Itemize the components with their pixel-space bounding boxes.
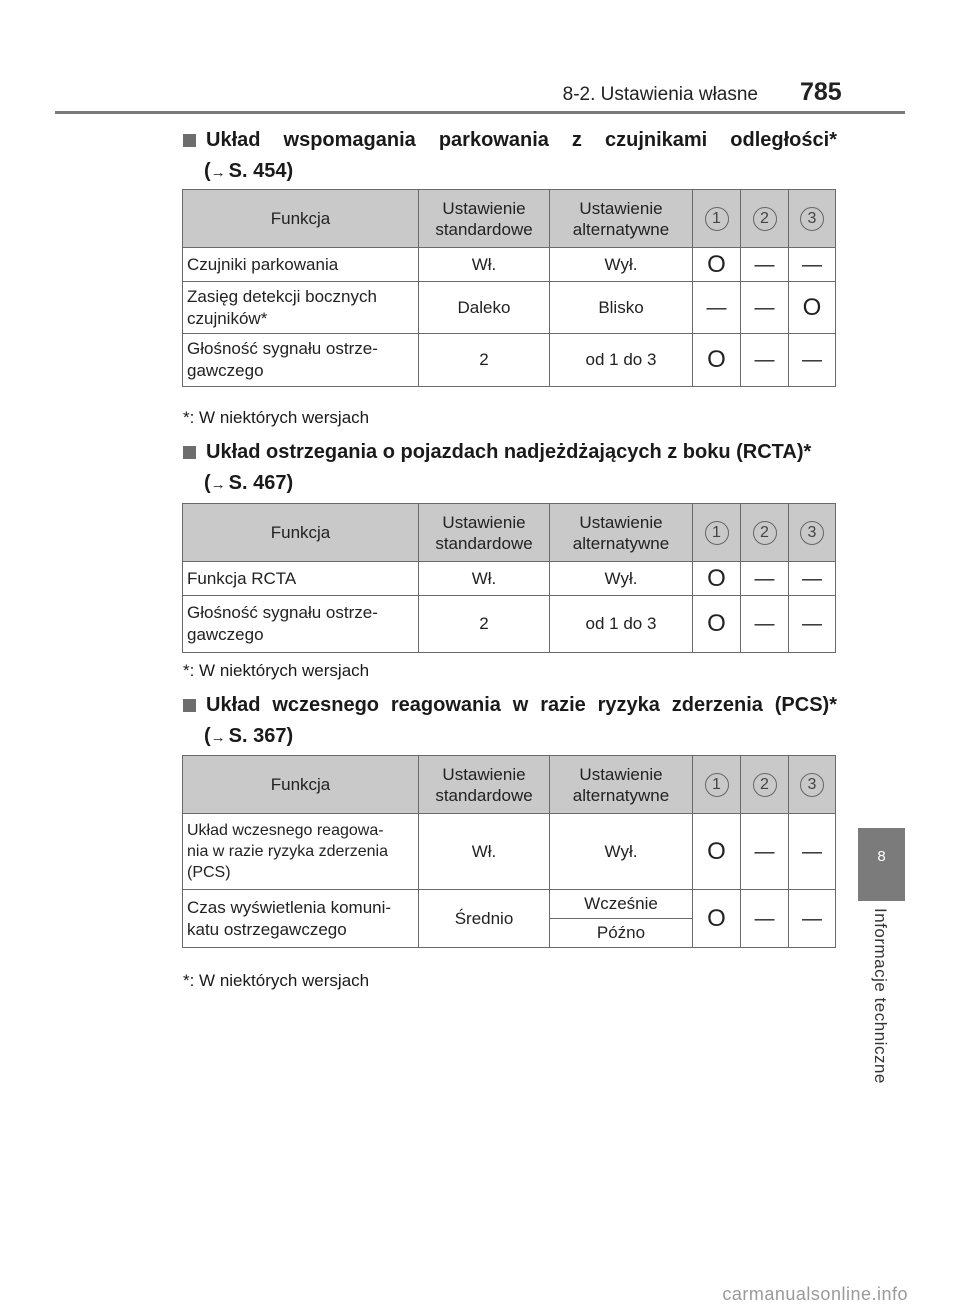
default-cell: Średnio [419, 890, 550, 948]
column-header-default: Ustawienie standardowe [419, 504, 550, 562]
table-header-row [183, 504, 836, 562]
footnote: *: W niektórych wersjach [183, 661, 370, 680]
column-header-method-2 [741, 504, 789, 562]
alternative-cell: Wył. [550, 814, 693, 890]
arrow-right-icon: → [210, 164, 226, 181]
method-3-mark: — [789, 814, 836, 890]
square-bullet-icon [183, 134, 196, 147]
table-row [183, 562, 836, 596]
section-title: Układ wczesnego reagowania w razie ryzyka zderzenia (PCS)* (→ S. 367) [183, 690, 837, 753]
method-1-mark: — [693, 282, 741, 334]
default-cell: 2 [419, 596, 550, 653]
page-number: 785 [800, 78, 842, 106]
page-reference: S. 454) [228, 160, 294, 182]
column-header-method-3 [789, 504, 836, 562]
column-header-method-2 [741, 190, 789, 248]
column-header-alternative: Ustawienie alternatywne [550, 504, 693, 562]
arrow-right-icon: → [210, 476, 226, 493]
chapter-label: Informacje techniczne [871, 908, 890, 1084]
method-3-mark: — [789, 890, 836, 948]
footnote: *: W niektórych wersjach [183, 408, 370, 427]
section-title-text: Układ ostrzegania o pojazdach nadjeżdżających z boku (RCTA)* [206, 441, 812, 463]
footnote: *: W niektórych wersjach [183, 971, 370, 990]
header-rule [55, 111, 905, 114]
method-1-mark: O [693, 814, 741, 890]
default-cell: Daleko [419, 282, 550, 334]
column-header-function: Funkcja [183, 756, 419, 814]
column-header-default: Ustawienie standardowe [419, 190, 550, 248]
table-row [183, 334, 836, 387]
circled-number-1-icon: 1 [705, 773, 729, 797]
function-cell: Głośność sygnału ostrze- gawczego [183, 596, 419, 653]
table-header-row [183, 190, 836, 248]
section-title: Układ ostrzegania o pojazdach nadjeżdżających z boku (RCTA)* (→ S. 467) [183, 437, 837, 500]
table-row [183, 282, 836, 334]
column-header-function: Funkcja [183, 504, 419, 562]
function-cell: Głośność sygnału ostrze- gawczego [183, 334, 419, 387]
circled-number-1-icon: 1 [705, 207, 729, 231]
alternative-cell: Wył. [550, 562, 693, 596]
column-header-method-3 [789, 190, 836, 248]
table-row [183, 814, 836, 890]
method-2-mark: — [741, 596, 789, 653]
method-2-mark: — [741, 562, 789, 596]
function-cell: Układ wczesnego reagowa- nia w razie ryzyka zderzenia (PCS) [183, 814, 419, 890]
circled-number-3-icon: 3 [800, 773, 824, 797]
method-1-mark: O [693, 890, 741, 948]
table-row [183, 596, 836, 653]
alternative-cell: Późno [550, 919, 693, 948]
section-title-text: Układ wczesnego reagowania w razie ryzyka zderzenia (PCS)* [206, 694, 837, 716]
table-header-row [183, 756, 836, 814]
page-reference: S. 467) [228, 472, 294, 494]
arrow-right-icon: → [210, 729, 226, 746]
settings-table [182, 503, 836, 653]
circled-number-3-icon: 3 [800, 207, 824, 231]
column-header-alternative: Ustawienie alternatywne [550, 756, 693, 814]
method-1-mark: O [693, 334, 741, 387]
column-header-alternative: Ustawienie alternatywne [550, 190, 693, 248]
alternative-cell: Wył. [550, 248, 693, 282]
alternative-cell: Wcześnie [550, 890, 693, 919]
table-row [183, 248, 836, 282]
method-3-mark: — [789, 248, 836, 282]
method-1-mark: O [693, 248, 741, 282]
circled-number-3-icon: 3 [800, 521, 824, 545]
method-3-mark: — [789, 562, 836, 596]
section-title-text: Układ wspomagania parkowania z czujnikami odległości* [206, 129, 837, 151]
column-header-method-1 [693, 756, 741, 814]
page-reference: S. 367) [228, 725, 294, 747]
circled-number-2-icon: 2 [753, 773, 777, 797]
chapter-number: 8 [877, 848, 886, 865]
function-cell: Zasięg detekcji bocznych czujników* [183, 282, 419, 334]
default-cell: Wł. [419, 562, 550, 596]
section-title: Układ wspomagania parkowania z czujnikami odległości* (→ S. 454) [183, 125, 837, 188]
column-header-default: Ustawienie standardowe [419, 756, 550, 814]
method-2-mark: — [741, 334, 789, 387]
method-1-mark: O [693, 562, 741, 596]
method-2-mark: — [741, 814, 789, 890]
column-header-method-3 [789, 756, 836, 814]
function-cell: Czujniki parkowania [183, 248, 419, 282]
method-3-mark: — [789, 596, 836, 653]
method-3-mark: — [789, 334, 836, 387]
method-2-mark: — [741, 282, 789, 334]
function-cell: Czas wyświetlenia komuni- katu ostrzegawczego [183, 890, 419, 948]
square-bullet-icon [183, 699, 196, 712]
function-cell: Funkcja RCTA [183, 562, 419, 596]
column-header-method-1 [693, 190, 741, 248]
circled-number-2-icon: 2 [753, 521, 777, 545]
section-header: 8-2. Ustawienia własne [562, 84, 758, 105]
table-row [183, 890, 836, 919]
alternative-cell: od 1 do 3 [550, 334, 693, 387]
method-1-mark: O [693, 596, 741, 653]
method-2-mark: — [741, 890, 789, 948]
alternative-cell: od 1 do 3 [550, 596, 693, 653]
settings-table [182, 189, 836, 387]
default-cell: Wł. [419, 248, 550, 282]
square-bullet-icon [183, 446, 196, 459]
column-header-method-1 [693, 504, 741, 562]
circled-number-1-icon: 1 [705, 521, 729, 545]
method-3-mark: O [789, 282, 836, 334]
default-cell: Wł. [419, 814, 550, 890]
default-cell: 2 [419, 334, 550, 387]
column-header-method-2 [741, 756, 789, 814]
circled-number-2-icon: 2 [753, 207, 777, 231]
watermark: carmanualsonline.info [722, 1284, 908, 1304]
settings-table [182, 755, 836, 948]
alternative-cell: Blisko [550, 282, 693, 334]
method-2-mark: — [741, 248, 789, 282]
column-header-function: Funkcja [183, 190, 419, 248]
